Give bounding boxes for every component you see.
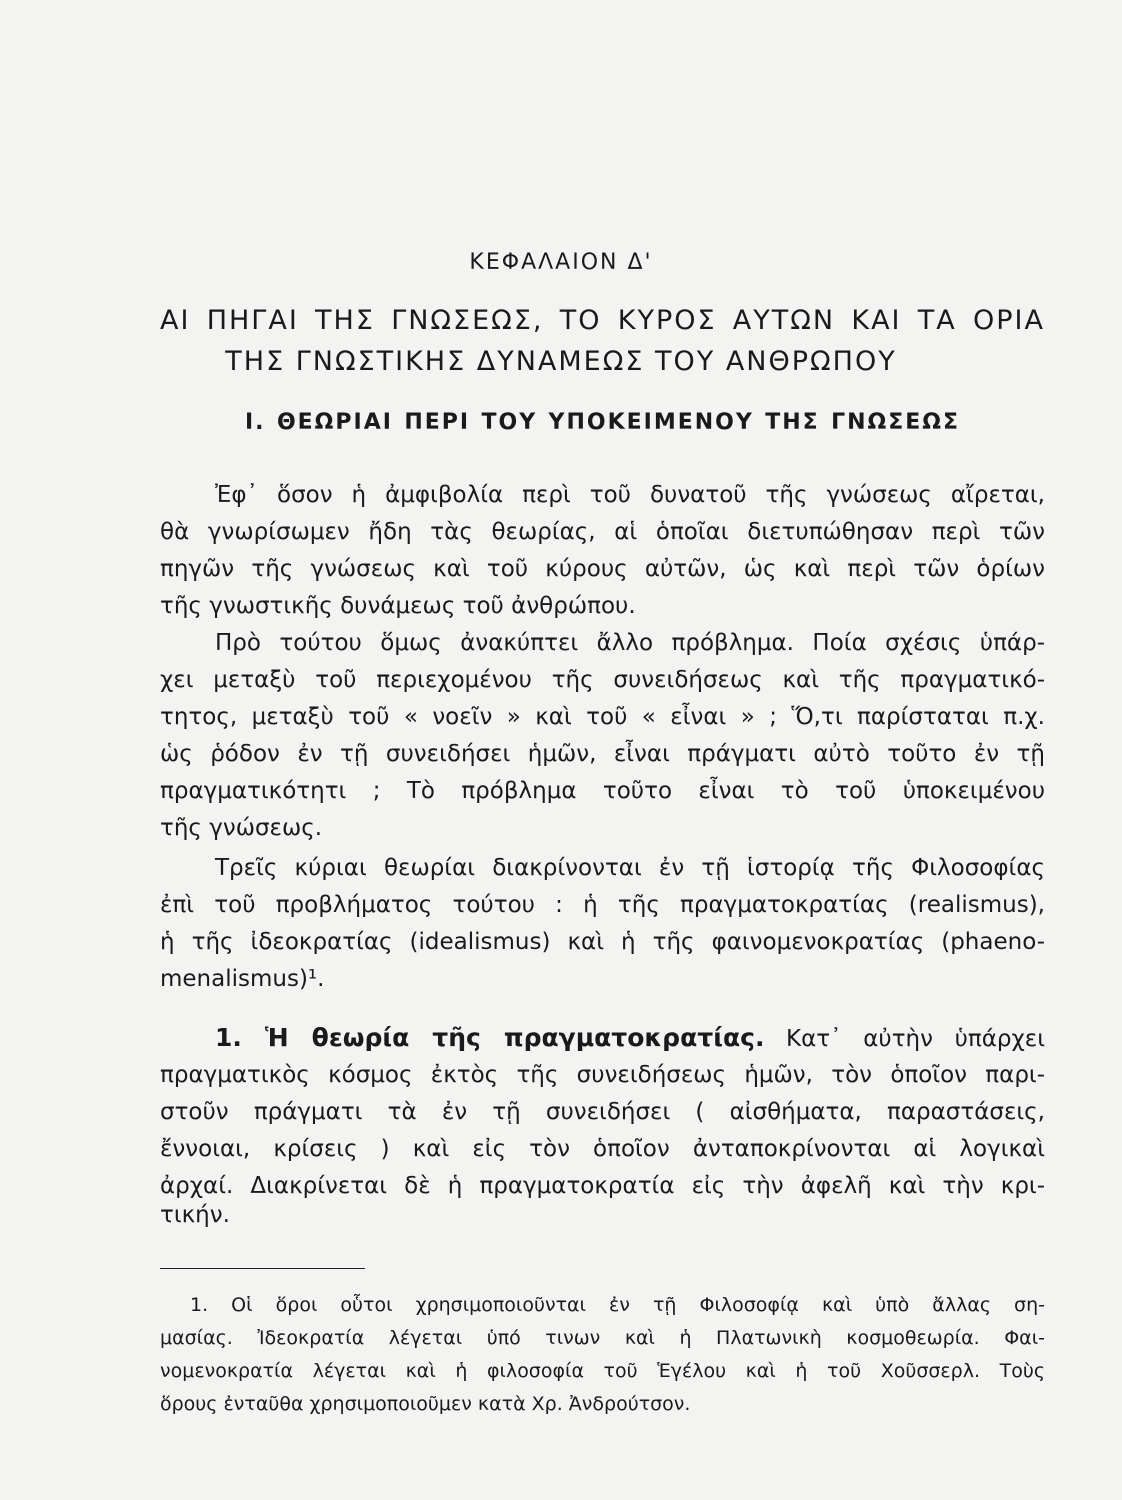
body-line: πραγματικὸς κόσμος ἐκτὸς τῆς συνειδήσεως ἡμῶν, τὸν ὁποῖον παρι- <box>160 1062 1045 1088</box>
body-line: χει μεταξὺ τοῦ περιεχομένου τῆς συνειδήσεως καὶ τῆς πραγματικό- <box>160 667 1045 693</box>
body-line: πραγματικότητι ; Τὸ πρόβλημα τοῦτο εἶναι τὸ τοῦ ὑποκειμένου <box>160 778 1045 804</box>
footnote-line: νομενοκρατία λέγεται καὶ ἡ φιλοσοφία τοῦ Ἑγέλου καὶ ἡ τοῦ Χοῦσσερλ. Τοὺς <box>160 1360 1045 1382</box>
body-line: ἔννοιαι, κρίσεις ) καὶ εἰς τὸν ὁποῖον ἀνταποκρίνονται αἱ λογικαὶ <box>160 1136 1045 1162</box>
body-line: τικήν. <box>160 1202 230 1228</box>
subsection-title: 1. Ἡ θεωρία τῆς πραγματοκρατίας. <box>215 1023 765 1052</box>
body-line: ἀρχαί. Διακρίνεται δὲ ἡ πραγματοκρατία εἰς τὴν ἀφελῆ καὶ τὴν κρι- <box>160 1173 1045 1199</box>
body-line: ἡ τῆς ἰδεοκρατίας (idealismus) καὶ ἡ τῆς φαινομενοκρατίας (phaeno- <box>160 929 1045 955</box>
chapter-label: ΚΕΦΑΛΑΙΟΝ Δ' <box>469 250 653 275</box>
footnote-line: μασίας. Ἰδεοκρατία λέγεται ὑπό τινων καὶ ἡ Πλατωνικὴ κοσμοθεωρία. Φαι- <box>160 1327 1045 1349</box>
body-line: τητος, μεταξὺ τοῦ « νοεῖν » καὶ τοῦ « εἶναι » ; Ὅ,τι παρίσταται π.χ. <box>160 704 1045 730</box>
chapter-title-line-2: ΤΗΣ ΓΝΩΣΤΙΚΗΣ ΔΥΝΑΜΕΩΣ ΤΟΥ ΑΝΘΡΩΠΟΥ <box>225 346 897 377</box>
body-line: τῆς γνώσεως. <box>160 815 323 841</box>
body-line: Τρεῖς κύριαι θεωρίαι διακρίνονται ἐν τῇ ἱστορίᾳ τῆς Φιλοσοφίας <box>215 855 1045 881</box>
chapter-title-line-1: ΑΙ ΠΗΓΑΙ ΤΗΣ ΓΝΩΣΕΩΣ, ΤΟ ΚΥΡΟΣ ΑΥΤΩΝ ΚΑΙ ΤΑ ΟΡΙΑ <box>160 305 1045 336</box>
body-line: Ἐφ᾽ ὅσον ἡ ἀμφιβολία περὶ τοῦ δυνατοῦ τῆς γνώσεως αἴρεται, <box>215 482 1045 508</box>
body-line: θὰ γνωρίσωμεν ἤδη τὰς θεωρίας, αἱ ὁποῖαι διετυπώθησαν περὶ τῶν <box>160 519 1045 545</box>
body-line: ὡς ῥόδον ἐν τῇ συνειδήσει ἡμῶν, εἶναι πράγματι αὐτὸ τοῦτο ἐν τῇ <box>160 741 1045 767</box>
body-line: τῆς γνωστικῆς δυνάμεως τοῦ ἀνθρώπου. <box>160 593 636 619</box>
footnote-line: 1. Οἱ ὅροι οὗτοι χρησιμοποιοῦνται ἐν τῇ Φιλοσοφίᾳ καὶ ὑπὸ ἄλλας ση- <box>190 1294 1045 1316</box>
section-heading: Ι. ΘΕΩΡΙΑΙ ΠΕΡΙ ΤΟΥ ΥΠΟΚΕΙΜΕΝΟΥ ΤΗΣ ΓΝΩΣΕΩΣ <box>245 410 960 435</box>
body-line: Πρὸ τούτου ὅμως ἀνακύπτει ἄλλο πρόβλημα. Ποία σχέσις ὑπάρ- <box>215 630 1045 656</box>
footnote-divider <box>160 1268 365 1269</box>
body-line: πηγῶν τῆς γνώσεως καὶ τοῦ κύρους αὐτῶν, ὡς καὶ περὶ τῶν ὁρίων <box>160 556 1045 582</box>
footnote-line: ὅρους ἐνταῦθα χρησιμοποιοῦμεν κατὰ Χρ. Ἀνδρούτσον. <box>160 1393 691 1415</box>
body-line: στοῦν πράγματι τὰ ἐν τῇ συνειδήσει ( αἰσθήματα, παραστάσεις, <box>160 1099 1045 1125</box>
subsection-first-line <box>215 1023 1045 1054</box>
subsection-first-line-text: Κατ᾽ αὐτὴν ὑπάρχει <box>786 1026 1045 1052</box>
body-line: menalismus)¹. <box>160 966 325 992</box>
body-line: ἐπὶ τοῦ προβλήματος τούτου : ἡ τῆς πραγματοκρατίας (realismus), <box>160 892 1045 918</box>
